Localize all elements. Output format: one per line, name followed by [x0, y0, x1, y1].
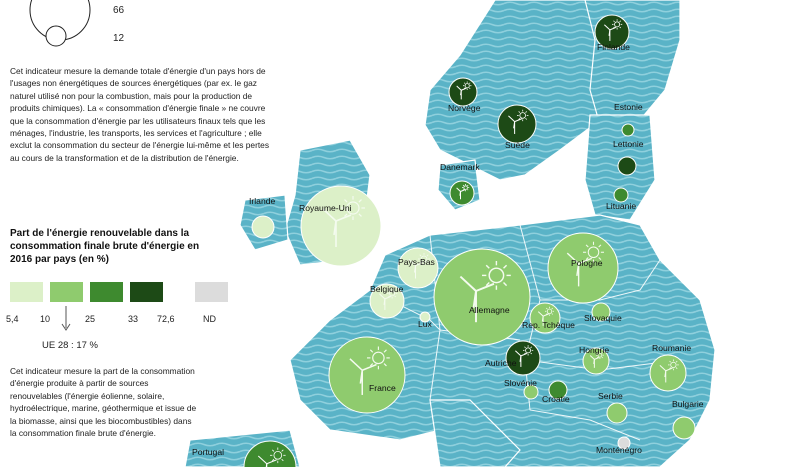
- swatch-25-33: [90, 282, 123, 302]
- tick-label: 33: [128, 314, 139, 324]
- def-line: d'énergie produite à partir de sources: [10, 378, 149, 389]
- country-bubble: [329, 337, 405, 413]
- country-label: Lux: [418, 319, 432, 329]
- tick-label: 72,6: [157, 314, 175, 324]
- country-label: Autriche: [485, 358, 517, 368]
- country-label: Lituanie: [606, 201, 637, 211]
- renewable-definition: [10, 365, 220, 439]
- country-label: Hongrie: [579, 345, 610, 355]
- country-label: Slovaquie: [584, 313, 622, 323]
- def-line: naturel utilisé non pour la combustion, mais pour la production de: [10, 90, 253, 101]
- def-line: la consommation finale brute d'énergie.: [10, 428, 156, 439]
- def-line: produits chimiques). La « consommation d'énergie finale » ne couvre: [10, 103, 266, 114]
- def-line: hydroélectrique, marine, géothermique et issue de: [10, 403, 197, 414]
- country-label: France: [369, 383, 396, 393]
- tick-label: ND: [203, 314, 216, 324]
- country-bubble: [618, 157, 636, 175]
- country-bubble: [450, 181, 474, 205]
- country-label: Pologne: [571, 258, 603, 268]
- country-label: Allemagne: [469, 305, 510, 315]
- country-label: Roumanie: [652, 343, 692, 353]
- def-line: Cet indicateur mesure la demande totale d'énergie d'un pays hors de: [10, 66, 266, 76]
- size-value-66: 66: [113, 5, 125, 16]
- country-label: Finlande: [597, 42, 630, 52]
- country-bubble: [434, 249, 530, 345]
- country-label: Estonie: [614, 102, 643, 112]
- country-label: Danemark: [440, 162, 480, 172]
- renewable-legend-title: Part de l'énergie renouvelable dans la consommation finale brute d'énergie en 2016 par pays (en %): [10, 228, 200, 265]
- def-line: l'usages non énergétiques de sources énergétiques (par ex. le gaz: [10, 78, 257, 89]
- eu-average: UE 28 : 17 %: [42, 340, 98, 351]
- country-label: Portugal: [192, 447, 225, 457]
- def-line: la biomasse, ainsi que les biocombustibles) dans: [10, 415, 192, 426]
- country-bubble: [548, 233, 618, 303]
- def-line: au cours de la transformation et de la distribution de l'énergie.: [10, 152, 239, 163]
- country-bubble: [622, 124, 634, 136]
- country-label: Bulgarie: [672, 399, 704, 409]
- country-label: Pays-Bas: [398, 257, 435, 267]
- country-bubble: [498, 105, 536, 143]
- def-line: renouvelables (l'énergie éolienne, solaire,: [10, 390, 165, 401]
- country-bubble: [301, 186, 381, 266]
- country-label: Rep. Tchèque: [522, 320, 575, 330]
- country-label: Serbie: [598, 391, 623, 401]
- tick-label: 5,4: [6, 314, 19, 324]
- country-bubble: [673, 417, 695, 439]
- country-bubble: [398, 248, 438, 288]
- def-line: que la consommation d'énergie par les utilisateurs finaux tels que les: [10, 115, 266, 126]
- country-label: Norvège: [448, 103, 481, 113]
- country-label: Lettonie: [613, 139, 644, 149]
- tick-label: 25: [85, 314, 96, 324]
- swatch-33-72: [130, 282, 163, 302]
- tick-label: 10: [40, 314, 51, 324]
- country-label: Slovénie: [504, 378, 537, 388]
- country-bubble: [650, 355, 686, 391]
- def-line: Cet indicateur mesure la part de la consommation: [10, 366, 195, 376]
- swatch-nd: [195, 282, 228, 302]
- country-bubble: [614, 188, 628, 202]
- swatch-10-25: [50, 282, 83, 302]
- def-line: exclut la consommation du secteur de l'énergie lui-même et les pertes: [10, 140, 270, 151]
- country-label: Royaume-Uni: [299, 203, 352, 213]
- country-label: Belgique: [370, 284, 404, 294]
- country-label: Monténégro: [596, 445, 642, 455]
- average-arrow: [60, 306, 72, 332]
- country-bubble: [607, 403, 627, 423]
- def-line: ménages, l'industrie, les transports, les services et l'agriculture ; elle: [10, 128, 262, 139]
- size-value-12: 12: [113, 33, 125, 44]
- country-label: Irlande: [249, 196, 276, 206]
- country-bubble: [449, 78, 477, 106]
- swatch-5-10: [10, 282, 43, 302]
- country-label: Croatie: [542, 394, 570, 404]
- legend-panel: [0, 0, 300, 467]
- consumption-definition: [10, 65, 295, 164]
- country-label: Suède: [505, 140, 530, 150]
